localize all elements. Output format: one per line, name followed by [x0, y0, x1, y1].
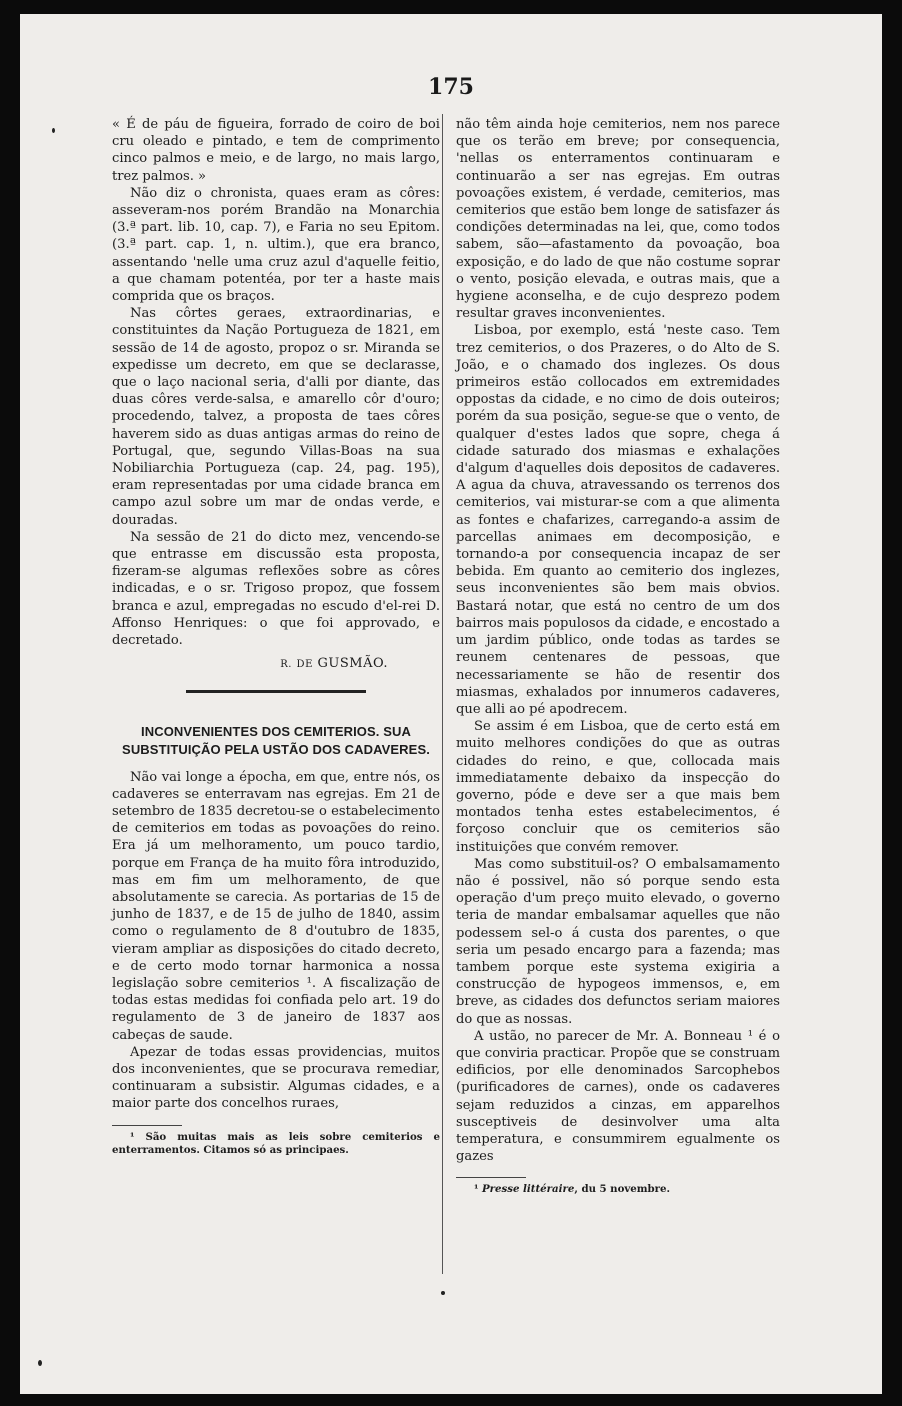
ink-speck: [441, 1291, 445, 1295]
paragraph-ustao: A ustão, no parecer de Mr. A. Bonneau ¹ é o que conviria practicar. Propõe que se construam edificios, por elle denominados Sarcophebos (purificadores de carnes), onde os cadaveres sejam reduzidos a cinzas, em apparelhos susceptiveis de desinvolver uma alta temperatura, e consummirem egualmente os gazes: [456, 1028, 780, 1165]
footnote-mark: ¹: [474, 1183, 479, 1196]
column-divider: [442, 114, 443, 1274]
author-signature: [112, 655, 388, 673]
article-paragraph: Não vai longe a épocha, em que, entre nós, os cadaveres se enterravam nas egrejas. Em 21 de setembro de 1835 decretou-se o estabelecimento de cemiterios em todas as povoações do reino. Era já um melhoramento, um pouco tardio, porque em França de ha muito fôra introduzido, mas em fim um melhoramento, de que absolutamente se carecia. As portarias de 15 de junho de 1837, e de 15 de julho de 1840, assim como o regulamento de 8 d'outubro de 1835, vieram ampliar as disposições do citado decreto, e de certo modo tornar harmonica a nossa legislação sobre cemiterios ¹. A fiscalização de todas estas medidas foi confiada pelo art. 19 do regulamento de 3 de janeiro de 1837 aos cabeças de saude.: [112, 769, 440, 1043]
paragraph-cortes: Nas côrtes geraes, extraordinarias, e constituintes da Nação Portugueza de 1821, em sessão de 14 de agosto, propoz o sr. Miranda se expedisse um decreto, em que se declarasse, que o laço nacional seria, d'alli por diante, das duas côres verde-salsa, e amarello côr d'ouro; procedendo, talvez, a proposta de taes côres haverem sido as duas antigas armas do reino de Portugal, que, segundo Villas-Boas na sua Nobiliarchia Portugueza (cap. 24, pag. 195), eram representadas por uma cidade branca em campo azul sobre um mar de ondas verde, e douradas.: [112, 306, 440, 528]
article-paragraph: Apezar de todas essas providencias, muitos dos inconvenientes, que se procurava remediar, continuaram a subsistir. Algumas cidades, e a maior parte dos concelhos ruraes,: [112, 1044, 440, 1112]
paragraph-continued: não têm ainda hoje cemiterios, nem nos parece que os terão em breve; por consequencia, 'nellas os enterramentos continuaram e continuarão a ser nas egrejas. Em outras povoações existem, é verdade, cemiterios, mas cemiterios que estão bem longe de satisfazer ás condições determinadas na lei, que, como todos sabem, são—afastamento da povoação, boa exposição, e do lado de que não costume soprar o vento, posição elevada, e outras mais, que a hygiene aconselha, e de cujo desprezo podem resultar graves inconvenientes.: [456, 117, 780, 322]
paragraph-lisboa: Lisboa, por exemplo, está 'neste caso. Tem trez cemiterios, o dos Prazeres, o do Alto de S. João, e o chamado dos inglezes. Os dous primeiros estão collocados em extremidades oppostas da cidade, e no cimo de dois outeiros; porém da sua posição, segue-se que o vento, de qualquer d'estes lados que sopre, chega á cidade saturado dos miasmas e exhalações d'algum d'aquelles dois depositos de cadaveres. A agua da chuva, atravessando os terrenos dos cemiterios, vai misturar-se com a que alimenta as fontes e chafarizes, carregando-a assim de parcellas animaes em decomposição, e tornando-a por consequencia incapaz de ser bebida. Em quanto ao cemiterio dos inglezes, seus inconvenientes são bem mais obvios. Bastará notar, que está no centro de um dos bairros mais populosos da cidade, e encostado a um jardim público, onde todas as tardes se reunem centenares de pessoas, que necessariamente se hão de resentir dos miasmas, exhalados por innumeros cadaveres, que alli ao pé apodrecem.: [456, 323, 780, 717]
paragraph-substituil: Mas como substituil-os? O embalsamamento não é possivel, não só porque sendo esta operação d'um preço muito elevado, o governo teria de mandar embalsamar aquelles que não podessem sel-o á custa dos parentes, o que seria um pesado encargo para a fazenda; mas tambem porque este systema exigiria a construcção de hypogeos immensos, e, em breve, as cidades dos defunctos seriam maiores do que as nossas.: [456, 856, 780, 1027]
paragraph-quote: « É de páu de figueira, forrado de coiro de boi cru oleado e pintado, e tem de comprimento cinco palmos e meio, e de largo, no mais largo, trez palmos. »: [112, 117, 440, 184]
footnote-right: [456, 1183, 780, 1196]
paragraph-colors: Não diz o chronista, quaes eram as côres: asseveram-nos porém Brandão na Monarchia (3.ª part. lib. 10, cap. 7), e Faria no seu Epitom. (3.ª part. cap. 1, n. ultim.), que era branco, assentando 'nelle uma cruz azul d'aquelle feitio, a que chamam potentéa, por ter a haste mais comprida que os braços.: [112, 185, 440, 305]
signature-de: DE: [296, 659, 313, 671]
footnote-rule: [456, 1177, 526, 1178]
footnote-title: Presse littéraire: [482, 1183, 575, 1196]
paragraph-sessao: Na sessão de 21 do dicto mez, vencendo-se que entrasse em discussão esta proposta, fizeram-se algumas reflexões sobre as côres indicadas, e o sr. Trigoso propoz, que fossem branca e azul, empregadas no escudo d'el-rei D. Affonso Henriques: o que foi approvado, e decretado.: [112, 529, 440, 649]
ink-speck: [52, 128, 55, 133]
footnote-left: ¹ São muitas mais as leis sobre cemiterios e enterramentos. Citamos só as principaes.: [112, 1130, 440, 1156]
footnote-rest: , du 5 novembre.: [574, 1183, 671, 1196]
paragraph-se-assim: Se assim é em Lisboa, que de certo está em muito melhores condições do que as outras cidades do reino, e que, collocada mais immediatamente debaixo da inspecção do governo, póde e deve ser a que mais bem montados tenha estes estabelecimentos, é forçoso concluir que os cemiterios são instituições que convém remover.: [456, 719, 780, 855]
page-number: 175: [428, 74, 474, 100]
left-column: [112, 116, 440, 1157]
right-column: [456, 116, 780, 1196]
article-title: INCONVENIENTES DOS CEMITERIOS. SUA SUBSTITUIÇÃO PELA USTÃO DOS CADAVERES.: [122, 723, 430, 757]
ink-speck: [38, 1360, 42, 1366]
footnote-rule: [112, 1125, 182, 1126]
signature-initial: R.: [280, 659, 292, 671]
signature-name: GUSMÃO.: [317, 656, 388, 672]
section-rule: [186, 690, 366, 693]
